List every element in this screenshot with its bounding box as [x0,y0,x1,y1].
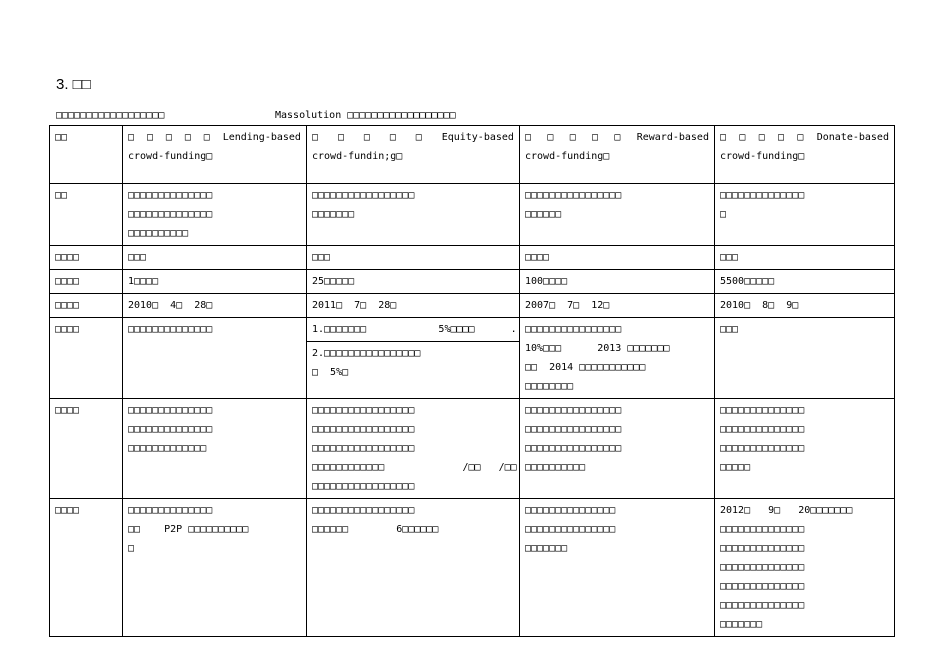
table-row [50,246,895,270]
table-cell: □□□□□□□□□□□□□□□□ □□□□□□ [520,184,715,246]
row-label-cell: □□ [50,126,123,184]
column-title: □ □ □ □ □ Reward-based [525,132,709,143]
table-cell: □□□ [123,246,307,270]
table-cell: □□□□□□□□□□□□□□ [123,318,307,399]
section-heading: 3. □□ [56,76,91,93]
table-row [50,499,895,637]
table-cell: □□□□ [520,246,715,270]
table-cell: 2011□ 7□ 28□ [307,294,520,318]
row-label-cell: □□□□ [50,318,123,399]
table-cell: 25□□□□□ [307,270,520,294]
table-cell: □□□ [715,246,895,270]
column-header-reward: □ □ □ □ □ Reward-based crowd-funding□ [520,126,715,184]
table-cell: □□□□□□□□□□□□□□ □□ P2P □□□□□□□□□□ □ [123,499,307,637]
table-cell: 5500□□□□□ [715,270,895,294]
table-cell [307,318,520,399]
table-row [50,184,895,246]
row-label-cell: □□ [50,184,123,246]
table-header-row [50,126,895,184]
row-label-cell: □□□□ [50,294,123,318]
table-cell: □□□□□□□□□□□□□□□□ □□□□□□□□□□□□□□□□ □□□□□□□□□□□□□□□□ □□□□□□□□□□ [520,399,715,499]
table-cell: □□□□□□□□□□□□□□□□□ □□□□□□□□□□□□□□□□□ □□□□□□□□□□□□□□□□□ □□□□□□□□□□□□ /□□ /□□ □□□□□□□□□□□□□□□□□ [307,399,520,499]
table-cell: 2010□ 4□ 28□ [123,294,307,318]
table-cell: □□□□□□□□□□□□□□ □□□□□□□□□□□□□□ □□□□□□□□□□□□□□ □□□□□ [715,399,895,499]
table-cell: □□□□□□□□□□□□□□□ □□□□□□□□□□□□□□□ □□□□□□□ [520,499,715,637]
table-cell: □□□□□□□□□□□□□□□□□ □□□□□□ 6□□□□□□ [307,499,520,637]
row-label-cell: □□□□ [50,270,123,294]
row-label-cell: □□□□ [50,246,123,270]
table-cell: 2010□ 8□ 9□ [715,294,895,318]
table-cell: □□□□□□□□□□□□□□□□□ □□□□□□□ [307,184,520,246]
intro-text-part2: Massolution □□□□□□□□□□□□□□□□□□ [275,110,456,121]
table-row [50,318,895,399]
column-title: □ □ □ □ □ Lending-based [128,132,301,143]
table-row [50,294,895,318]
table-cell: 2007□ 7□ 12□ [520,294,715,318]
table-row [50,270,895,294]
row-label-cell: □□□□ [50,399,123,499]
column-title: □ □ □ □ □ Equity-based [312,132,514,143]
table-cell: 1□□□□ [123,270,307,294]
row-label-cell: □□□□ [50,499,123,637]
sub-cell: 2.□□□□□□□□□□□□□□□□ □ 5%□ [307,341,519,384]
table-cell: □□□ [307,246,520,270]
column-header-lending: □ □ □ □ □ Lending-based crowd-funding□ [123,126,307,184]
crowdfunding-comparison-table [49,125,895,637]
column-title: □ □ □ □ □ Donate-based [720,132,889,143]
column-header-donate: □ □ □ □ □ Donate-based crowd-funding□ [715,126,895,184]
intro-text-part1: □□□□□□□□□□□□□□□□□□ [56,110,165,121]
table-cell: □□□ [715,318,895,399]
table-cell: □□□□□□□□□□□□□□ □ [715,184,895,246]
sub-cell: 1.□□□□□□□ 5%□□□□ . [312,324,517,335]
table-cell: □□□□□□□□□□□□□□□□ 10%□□□ 2013 □□□□□□□ □□ 2014 □□□□□□□□□□□ □□□□□□□□ [520,318,715,399]
column-header-equity: □ □ □ □ □ Equity-based crowd-fundin;g□ [307,126,520,184]
table-cell: □□□□□□□□□□□□□□ □□□□□□□□□□□□□□ □□□□□□□□□□□□□ [123,399,307,499]
table-cell: 2012□ 9□ 20□□□□□□□ □□□□□□□□□□□□□□ □□□□□□□□□□□□□□ □□□□□□□□□□□□□□ □□□□□□□□□□□□□□ □□□□□□□□□□□□□□ □□□□□□□ [715,499,895,637]
table-cell: 100□□□□ [520,270,715,294]
table-row [50,399,895,499]
table-cell: □□□□□□□□□□□□□□ □□□□□□□□□□□□□□ □□□□□□□□□□ [123,184,307,246]
